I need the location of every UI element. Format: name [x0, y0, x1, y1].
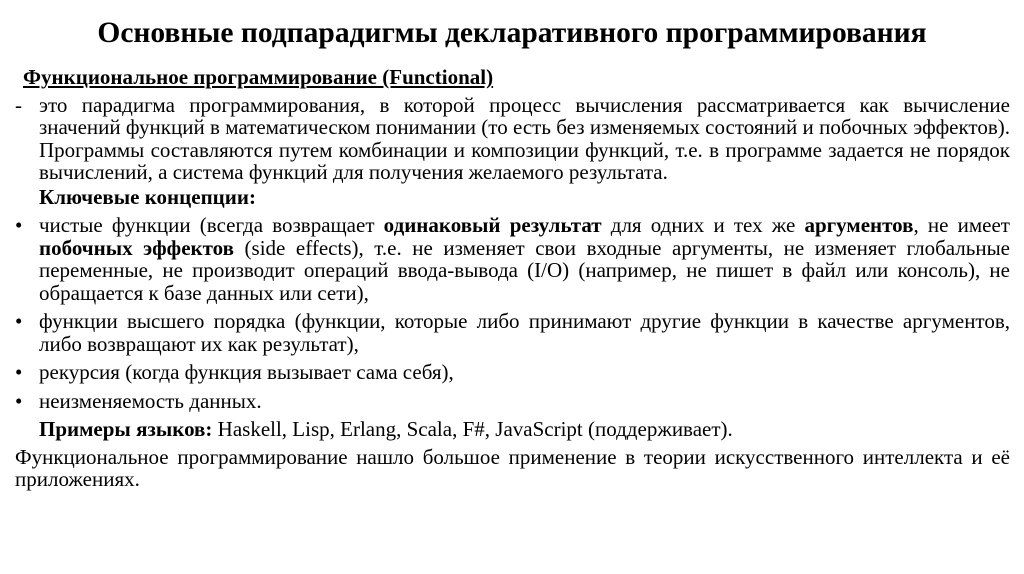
conclusion-paragraph: Функциональное программирование нашло большое применение в теории искусственного интеллекта и её приложениях. [15, 444, 1010, 491]
bullet-marker: • [15, 360, 23, 384]
examples-label: Примеры языков: [39, 417, 213, 441]
pure-text-2: для одних и тех же [601, 213, 805, 237]
key-concepts-heading: Ключевые концепции: [39, 184, 256, 209]
slide-title: Основные подпарадигмы декларативного программирования [97, 17, 927, 49]
examples-text: Haskell, Lisp, Erlang, Scala, F#, JavaScript (поддерживает). [212, 417, 733, 441]
pure-text-1: чистые функции (всегда возвращает [39, 213, 384, 237]
immutability-text: неизменяемость данных. [39, 388, 262, 413]
list-item-immutability [15, 390, 1010, 413]
dash-marker: - [15, 92, 22, 117]
definition-paragraph [15, 94, 1010, 184]
definition-text: это парадигма программирования, в которой процесс вычисления рассматривается как вычисление значений функций в математическом понимании (то есть без изменяемых состояний и побочных эффектов). Программы составляются путем комбинации и композиции функций, т.е. в программе задается не порядок вычислений, а система функций для получения желаемого результата. [39, 92, 1010, 184]
pure-text-4: (side effects), т.е. не изменяет свои входные аргументы, не изменяет глобальные переменные, не производит операций ввода-вывода (I/O) (например, не пишет в файл или консоль), не обращается к базе данных или сети), [39, 235, 1010, 305]
section-subtitle: Функциональное программирование (Functional) [23, 65, 494, 89]
bullet-marker: • [15, 309, 23, 333]
recursion-text: рекурсия (когда функция вызывает сама себя), [39, 360, 454, 384]
pure-bold-side-effects: побочных эффектов [39, 235, 234, 260]
list-item-higher-order [15, 310, 1010, 355]
pure-bold-arguments: аргументов [804, 213, 914, 237]
higher-order-text: функции высшего порядка (функции, которые либо принимают другие функции в качестве аргументов, либо возвращают их как результат), [39, 309, 1010, 356]
pure-text-3: , не имеет [913, 213, 1010, 237]
slide-content [15, 66, 1010, 491]
language-examples [39, 418, 1010, 441]
list-item-recursion [15, 361, 1010, 384]
pure-bold-same-result: одинаковый результат [383, 213, 602, 237]
bullet-marker: • [15, 388, 23, 413]
list-item-pure-functions [15, 214, 1010, 304]
bullet-marker: • [15, 213, 23, 237]
